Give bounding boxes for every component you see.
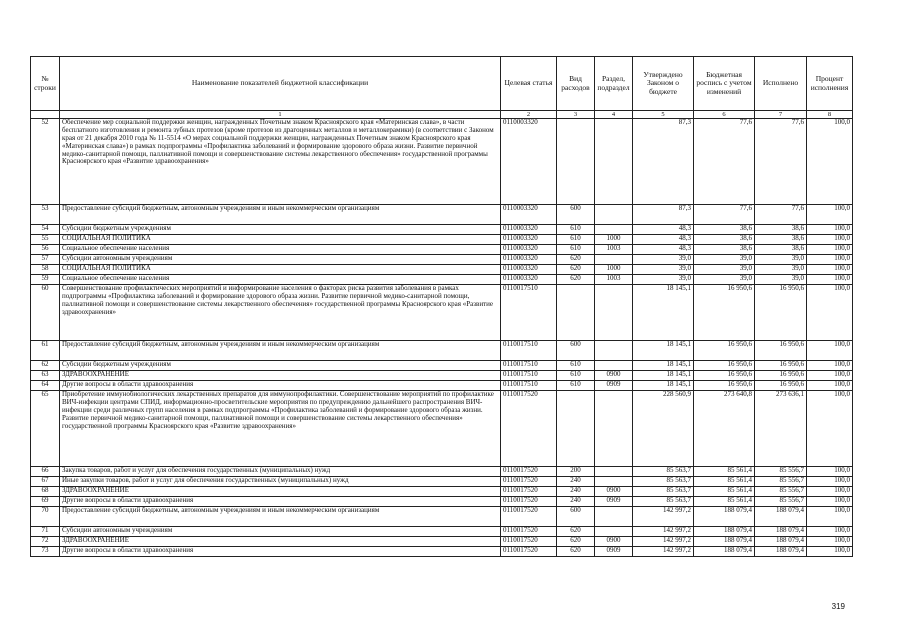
table-row [31,119,853,205]
cell-executed: 39,0 [755,265,807,275]
cell-schedule: 38,6 [694,225,755,235]
cell-executed: 85 556,7 [755,467,807,477]
cell-approved: 142 997,2 [633,507,694,527]
cell-type: 240 [557,487,595,497]
cell-approved: 48,3 [633,245,694,255]
cell-executed: 16 950,6 [755,361,807,371]
cell-type: 600 [557,341,595,361]
table-row [31,547,853,557]
cell-target: 0110017520 [501,507,557,527]
cell-target: 0110017520 [501,547,557,557]
cell-name: Предоставление субсидий бюджетным, автономным учреждениям и иным некоммерческим организациям [60,205,501,225]
cell-num: 68 [31,487,60,497]
cell-approved: 18 145,1 [633,371,694,381]
cell-target: 0110017520 [501,527,557,537]
cell-percent: 100,0 [807,381,853,391]
cell-num: 71 [31,527,60,537]
cell-executed: 85 556,7 [755,477,807,487]
cell-num: 55 [31,235,60,245]
cell-approved: 39,0 [633,265,694,275]
cell-percent: 100,0 [807,537,853,547]
cell-num: 67 [31,477,60,487]
cell-section [595,527,633,537]
table-row [31,245,853,255]
cell-target: 0110003320 [501,255,557,265]
cell-type: 620 [557,547,595,557]
cell-schedule: 39,0 [694,255,755,265]
cell-name: СОЦИАЛЬНАЯ ПОЛИТИКА [60,235,501,245]
cell-target: 0110017520 [501,537,557,547]
cell-num: 73 [31,547,60,557]
cell-schedule: 188 079,4 [694,547,755,557]
cell-type: 620 [557,265,595,275]
cell-target: 0110017520 [501,497,557,507]
table-row [31,527,853,537]
cell-executed: 38,6 [755,235,807,245]
cell-target: 0110017510 [501,371,557,381]
cell-num: 53 [31,205,60,225]
cell-num: 54 [31,225,60,235]
cell-section [595,361,633,371]
cell-type: 610 [557,225,595,235]
table-row [31,285,853,341]
cell-executed: 77,6 [755,205,807,225]
cell-section: 1000 [595,235,633,245]
cell-target: 0110017510 [501,381,557,391]
cell-percent: 100,0 [807,265,853,275]
cell-schedule: 188 079,4 [694,537,755,547]
cell-executed: 188 079,4 [755,537,807,547]
table-row [31,361,853,371]
table-row [31,391,853,467]
cell-percent: 100,0 [807,119,853,205]
cell-executed: 188 079,4 [755,507,807,527]
cell-type [557,285,595,341]
cell-percent: 100,0 [807,507,853,527]
cell-target: 0110003320 [501,235,557,245]
cell-type: 610 [557,235,595,245]
cell-num: 70 [31,507,60,527]
cell-percent: 100,0 [807,245,853,255]
cell-name: Субсидии бюджетным учреждениям [60,361,501,371]
cell-approved: 142 997,2 [633,527,694,537]
cell-type: 620 [557,527,595,537]
header-approved: Утверждено Законом о бюджете [633,57,694,111]
cell-schedule: 77,6 [694,205,755,225]
cell-percent: 100,0 [807,497,853,507]
table-row [31,341,853,361]
cell-schedule: 273 640,8 [694,391,755,467]
cell-type: 610 [557,361,595,371]
table-row [31,477,853,487]
column-index: 6 [694,111,755,119]
cell-section: 1000 [595,265,633,275]
table-row [31,371,853,381]
cell-type: 200 [557,467,595,477]
cell-approved: 85 563,7 [633,467,694,477]
cell-target: 0110017510 [501,361,557,371]
page-number: 319 [831,602,845,611]
cell-section: 0900 [595,537,633,547]
cell-section: 1003 [595,275,633,285]
cell-percent: 100,0 [807,255,853,265]
column-index: 4 [595,111,633,119]
budget-table [30,56,853,557]
cell-name: Социальное обеспечение населения [60,275,501,285]
cell-section [595,225,633,235]
cell-name: Другие вопросы в области здравоохранения [60,547,501,557]
table-row [31,205,853,225]
cell-percent: 100,0 [807,341,853,361]
cell-type: 610 [557,381,595,391]
cell-schedule: 16 950,6 [694,361,755,371]
table-row [31,225,853,235]
cell-target: 0110017510 [501,285,557,341]
column-index: 7 [755,111,807,119]
cell-schedule: 16 950,6 [694,341,755,361]
table-row [31,487,853,497]
header-row [31,57,853,111]
cell-name: Социальное обеспечение населения [60,245,501,255]
cell-section [595,477,633,487]
cell-num: 63 [31,371,60,381]
cell-num: 62 [31,361,60,371]
cell-name: ЗДРАВООХРАНЕНИЕ [60,537,501,547]
table-row [31,235,853,245]
cell-section [595,341,633,361]
table-row [31,537,853,547]
cell-target: 0110003320 [501,265,557,275]
header-target: Целевая статья [501,57,557,111]
cell-section [595,507,633,527]
cell-approved: 18 145,1 [633,341,694,361]
cell-executed: 188 079,4 [755,527,807,537]
cell-target: 0110003320 [501,225,557,235]
cell-name: ЗДРАВООХРАНЕНИЕ [60,487,501,497]
cell-executed: 188 079,4 [755,547,807,557]
cell-percent: 100,0 [807,467,853,477]
column-index: 8 [807,111,853,119]
cell-approved: 18 145,1 [633,381,694,391]
cell-schedule: 38,6 [694,235,755,245]
cell-section: 0900 [595,487,633,497]
cell-schedule: 188 079,4 [694,507,755,527]
table-row [31,255,853,265]
cell-percent: 100,0 [807,477,853,487]
header-budget-schedule: Бюджетная роспись с учетом изменений [694,57,755,111]
cell-type [557,391,595,467]
cell-name: Субсидии бюджетным учреждениям [60,225,501,235]
cell-approved: 85 563,7 [633,477,694,487]
cell-num: 60 [31,285,60,341]
cell-schedule: 85 561,4 [694,477,755,487]
cell-name: Совершенствование профилактических мероприятий и информирование населения о факторах риска развития заболевания в рамках подпрограммы «Профилактика заболеваний и формирование здорового образа жизни. Развитие первичной медико-санитарной помощи, паллиативной помощи и совершенствование системы лекарственного обеспечения» государственной программы Красноярского края «Развитие здравоохранения» [60,285,501,341]
cell-approved: 39,0 [633,275,694,285]
cell-num: 66 [31,467,60,477]
cell-type: 240 [557,497,595,507]
cell-name: Субсидии автономным учреждениям [60,255,501,265]
cell-num: 64 [31,381,60,391]
table-row [31,467,853,477]
cell-target: 0110003320 [501,275,557,285]
cell-num: 65 [31,391,60,467]
cell-name: Предоставление субсидий бюджетным, автономным учреждениям и иным некоммерческим организациям [60,341,501,361]
table-row [31,507,853,527]
cell-target: 0110003320 [501,245,557,255]
cell-name: Обеспечение мер социальной поддержки женщин, награжденных Почетным знаком Красноярского края «Материнская слава», в части бесплатного изготовления и ремонта зубных протезов (кроме протезов из драгоценных металлов и металлокерамики) (в соответствии с Законом края от 21 декабря 2010 года № 11-5514 «О мерах социальной поддержки женщин, награжденных Почетным знаком Красноярского края «Материнская слава») в рамках подпрограммы «Профилактика заболеваний и формирование здорового образа жизни. Развитие первичной медико-санитарной помощи, паллиативной помощи и совершенствование системы лекарственного обеспечения» государственной программы Красноярского края «Развитие здравоохранения» [60,119,501,205]
cell-section [595,255,633,265]
cell-executed: 77,6 [755,119,807,205]
cell-approved: 18 145,1 [633,361,694,371]
cell-target: 0110003320 [501,205,557,225]
cell-approved: 228 560,9 [633,391,694,467]
header-name: Наименование показателей бюджетной классификации [60,57,501,111]
cell-approved: 85 563,7 [633,487,694,497]
cell-schedule: 16 950,6 [694,371,755,381]
cell-name: СОЦИАЛЬНАЯ ПОЛИТИКА [60,265,501,275]
cell-approved: 48,3 [633,235,694,245]
cell-approved: 142 997,2 [633,537,694,547]
cell-approved: 142 997,2 [633,547,694,557]
cell-approved: 87,3 [633,205,694,225]
cell-section: 1003 [595,245,633,255]
cell-section: 0909 [595,381,633,391]
cell-executed: 38,6 [755,245,807,255]
cell-schedule: 85 561,4 [694,497,755,507]
cell-num: 61 [31,341,60,361]
cell-executed: 39,0 [755,275,807,285]
cell-type: 610 [557,371,595,381]
header-executed: Исполнено [755,57,807,111]
cell-section [595,205,633,225]
cell-executed: 16 950,6 [755,371,807,381]
cell-approved: 39,0 [633,255,694,265]
table-row [31,381,853,391]
cell-schedule: 16 950,6 [694,381,755,391]
cell-target: 0110017510 [501,341,557,361]
cell-name: ЗДРАВООХРАНЕНИЕ [60,371,501,381]
cell-section: 0909 [595,547,633,557]
cell-target: 0110003320 [501,119,557,205]
column-index: 2 [501,111,557,119]
cell-percent: 100,0 [807,547,853,557]
cell-schedule: 85 561,4 [694,467,755,477]
cell-section: 0909 [595,497,633,507]
cell-num: 72 [31,537,60,547]
cell-schedule: 188 079,4 [694,527,755,537]
cell-schedule: 16 950,6 [694,285,755,341]
column-index: 5 [633,111,694,119]
cell-target: 0110017520 [501,487,557,497]
cell-executed: 273 636,1 [755,391,807,467]
cell-executed: 16 950,6 [755,381,807,391]
header-row-num: № строки [31,57,60,111]
cell-type: 620 [557,537,595,547]
cell-name: Другие вопросы в области здравоохранения [60,381,501,391]
cell-section [595,119,633,205]
cell-schedule: 39,0 [694,265,755,275]
cell-percent: 100,0 [807,487,853,497]
cell-percent: 100,0 [807,361,853,371]
cell-name: Приобретение иммунобиологических лекарственных препаратов для иммунопрофилактики. Совершенствование мероприятий по профилактике ВИЧ-инфекции центрами СПИД, информационно-просветительские мероприятия по предупреждению дальнейшего распространения ВИЧ-инфекции среди различных групп населения в рамках подпрограммы «Профилактика заболеваний и формирование здорового образа жизни. Развитие первичной медико-санитарной помощи, паллиативной помощи и совершенствование системы лекарственного обеспечения» государственной программы Красноярского края «Развитие здравоохранения» [60,391,501,467]
cell-approved: 18 145,1 [633,285,694,341]
cell-type: 610 [557,245,595,255]
cell-type [557,119,595,205]
column-index: 1 [60,111,501,119]
cell-approved: 85 563,7 [633,497,694,507]
cell-num: 57 [31,255,60,265]
cell-section [595,391,633,467]
cell-type: 620 [557,255,595,265]
header-section: Раздел, подраздел [595,57,633,111]
cell-type: 240 [557,477,595,487]
cell-approved: 87,3 [633,119,694,205]
cell-percent: 100,0 [807,275,853,285]
cell-percent: 100,0 [807,225,853,235]
table-row [31,275,853,285]
cell-type: 600 [557,507,595,527]
cell-num: 69 [31,497,60,507]
cell-executed: 38,6 [755,225,807,235]
cell-name: Иные закупки товаров, работ и услуг для обеспечения государственных (муниципальных) нужд [60,477,501,487]
cell-name: Закупка товаров, работ и услуг для обеспечения государственных (муниципальных) нужд [60,467,501,477]
table-row [31,497,853,507]
cell-percent: 100,0 [807,527,853,537]
cell-executed: 16 950,6 [755,341,807,361]
cell-executed: 85 556,7 [755,487,807,497]
table-body [31,119,853,557]
header-percent: Процент исполнения [807,57,853,111]
cell-executed: 85 556,7 [755,497,807,507]
cell-num: 52 [31,119,60,205]
cell-target: 0110017520 [501,391,557,467]
cell-executed: 16 950,6 [755,285,807,341]
cell-num: 56 [31,245,60,255]
cell-type: 600 [557,205,595,225]
cell-percent: 100,0 [807,391,853,467]
cell-target: 0110017520 [501,467,557,477]
cell-executed: 39,0 [755,255,807,265]
cell-approved: 48,3 [633,225,694,235]
cell-percent: 100,0 [807,235,853,245]
cell-schedule: 85 561,4 [694,487,755,497]
table-row [31,265,853,275]
cell-schedule: 38,6 [694,245,755,255]
cell-schedule: 39,0 [694,275,755,285]
cell-percent: 100,0 [807,285,853,341]
cell-name: Субсидии автономным учреждениям [60,527,501,537]
cell-section: 0900 [595,371,633,381]
cell-percent: 100,0 [807,371,853,381]
cell-percent: 100,0 [807,205,853,225]
cell-target: 0110017520 [501,477,557,487]
column-index: 3 [557,111,595,119]
cell-num: 58 [31,265,60,275]
cell-name: Предоставление субсидий бюджетным, автономным учреждениям и иным некоммерческим организациям [60,507,501,527]
cell-section [595,467,633,477]
column-index-row [31,111,853,119]
cell-type: 620 [557,275,595,285]
cell-num: 59 [31,275,60,285]
header-expense-type: Вид расходов [557,57,595,111]
cell-section [595,285,633,341]
cell-schedule: 77,6 [694,119,755,205]
cell-name: Другие вопросы в области здравоохранения [60,497,501,507]
